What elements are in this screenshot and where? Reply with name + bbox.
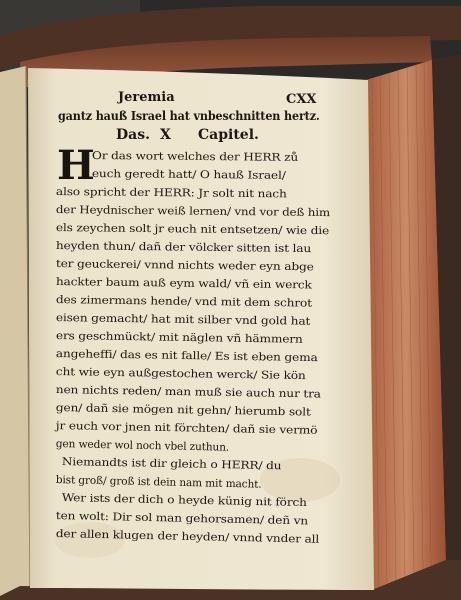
body-line: ter geuckerei/ vnnd nichts weder eyn abge: [55, 258, 314, 274]
body-line: ten wolt: Dir sol man gehorsamen/ deñ vn: [55, 510, 309, 528]
body-line: gen/ dañ sie mögen nit gehn/ hierumb solt: [55, 402, 311, 419]
drop-cap: H: [57, 142, 95, 189]
body-line: Niemandts ist dir gleich o HERR/ du: [61, 456, 282, 473]
chapter-label: Das.: [116, 127, 150, 143]
running-head: Jeremia: [118, 90, 175, 105]
body-line: hackter baum auß eym wald/ vñ ein werck: [55, 276, 312, 292]
chapter-number: X: [160, 127, 171, 143]
body-line: gen weder wol noch vbel zuthun.: [55, 438, 230, 454]
subheading: gantz hauß Israel hat vnbeschnitten hertz.: [58, 109, 320, 123]
body-line: des zimermans hende/ vnd mit dem schrot: [55, 294, 312, 310]
folio-number: CXX: [286, 92, 317, 107]
body-line: Or das wort welches der HERR zů: [91, 150, 299, 164]
body-line: der allen klugen der heyden/ vnnd vnder all: [55, 528, 320, 546]
body-line: euch geredt hatt/ O hauß Israel/: [91, 168, 286, 182]
body-line: bist groß/ groß ist dein nam mit macht.: [55, 474, 262, 491]
chapter-word: Capitel.: [198, 127, 259, 143]
left-page: [0, 66, 30, 596]
paper-page: [28, 68, 374, 590]
body-line: jr euch vor jnen nit förchten/ dañ sie vermö: [55, 420, 318, 437]
body-line: heyden thun/ dañ der völcker sitten ist lau: [55, 240, 312, 256]
body-line: der Heydnischer weiß lernen/ vnd vor deß him: [55, 204, 331, 220]
body-line: cht wie eyn außgestochen werck/ Sie kön: [55, 366, 306, 383]
body-line: nen nichts reden/ man muß sie auch nur tra: [55, 384, 321, 401]
body-line: els zeychen solt jr euch nit entsetzen/ wie die: [55, 222, 330, 238]
body-line: also spricht der HERR: Jr solt nit nach: [55, 186, 287, 201]
body-line: eisen gemacht/ hat mit silber vnd gold hat: [55, 312, 311, 328]
body-line: angeheffi/ das es nit falle/ Es ist eben gema: [55, 348, 318, 365]
body-line: ers geschmückt/ mit näglen vñ hämmern: [55, 330, 303, 346]
body-line: Wer ists der dich o heyde künig nit förch: [61, 492, 307, 510]
